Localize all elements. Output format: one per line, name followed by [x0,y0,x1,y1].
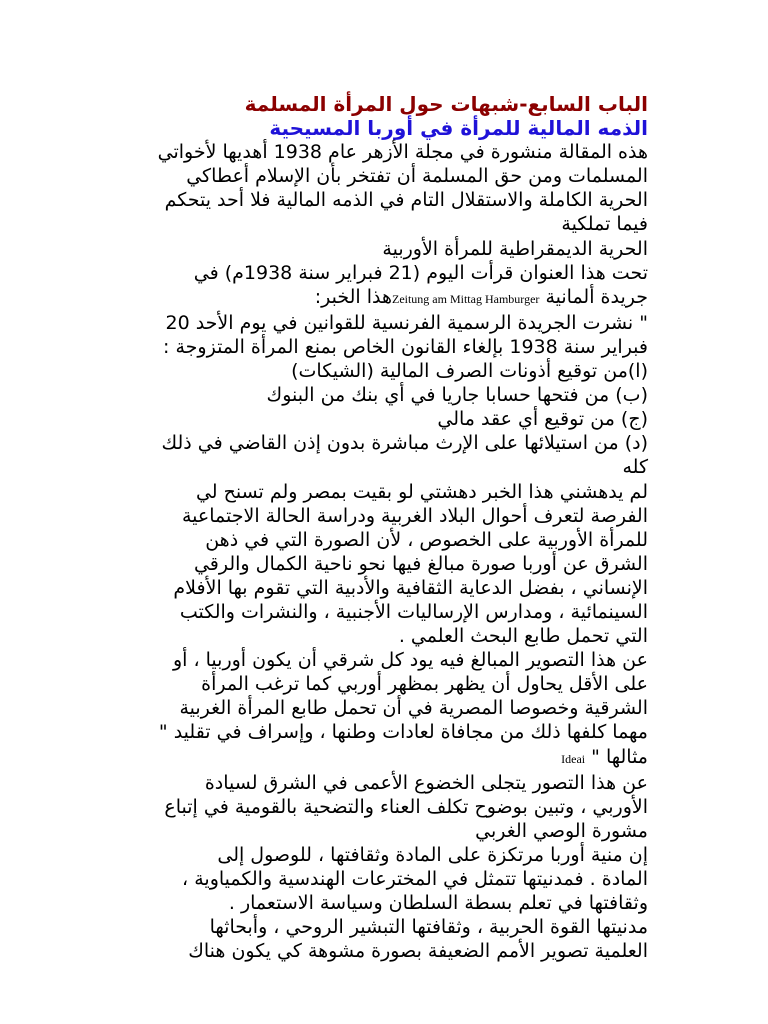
text-line: وثقافتها في تعلم بسطة السلطان وسياسة الاستعمار . [228,892,648,915]
text-line: الفرصة لتعرف أحوال البلاد الغربية ودراسة الحالة الاجتماعية [182,504,648,527]
text-line: للمرأة الأوربية على الخصوص ، لأن الصورة التي في ذهن [205,528,648,551]
text-line: " نشرت الجريدة الرسمية الفرنسية للقوانين في يوم الأحد 20 [165,311,648,334]
text-line-mixed [110,285,648,311]
text-line: الحرية الكاملة والاستقلال التام في الذمه المالية فلا أحد يتحكم [164,189,648,212]
text-line: هذه المقالة منشورة في مجلة الأزهر عام 1938 أهديها لأخواتي [157,141,648,164]
text-line: إن منية أوربا مرتكزة على المادة وثقافتها ، للوصول إلى [217,843,648,866]
text-line: الأوربي ، وتبين بوضوح تكلف العناء والتضحية بالقومية في إتباع [164,795,648,818]
section-title: الذمه المالية للمرأة في أوربا المسيحية [269,116,648,141]
text-segment: هذا الخبر: [314,285,392,308]
text-line: الحرية الديمقراطية للمرأة الأوربية [382,237,648,260]
text-line: الإنساني ، بفضل الدعاية الثقافية والأدبية التي تقوم بها الأفلام [173,576,648,599]
text-line: الشرق عن أوربا صورة مبالغ فيها نحو ناحية الكمال والرقي [193,552,648,575]
latin-word: Ideai [561,751,586,766]
text-line: مهما كلفها ذلك من مجافاة لعادات وطنها ، وإسراف في تقليد " [158,721,648,744]
text-line: عن هذا التصور يتجلى الخضوع الأعمى في الشرق لسيادة [204,771,648,794]
text-line: تحت هذا العنوان قرأت اليوم (21 فبراير سنة 1938م) في [193,261,648,284]
text-line: على الأقل يحاول أن يظهر بمظهر أوربي كما ترغب المرأة [201,673,648,696]
text-line: المسلمات ومن حق المسلمة أن تفتخر بأن الإسلام أعطاكي [186,165,648,188]
text-line: الشرقية وخصوصا المصرية في أن تحمل طابع المرأة الغربية [179,697,648,720]
text-line: عن هذا التصوير المبالغ فيه يود كل شرقي أن يكون أوربيا ، أو [172,649,648,672]
text-line: مدنيتها القوة الحربية ، وثقافتها التبشير الروحي ، وأبحاثها [209,916,648,939]
text-line: مشورة الوصي الغربي [475,819,648,842]
text-line: السينمائية ، ومدارس الإرساليات الأجنبية ، والنشرات والكتب [179,600,648,623]
text-line: لم يدهشني هذا الخبر دهشتي لو بقيت بمصر ولم تسنح لي [195,480,648,503]
text-line: (ب) من فتحها حسابا جاريا في أي بنك من البنوك [266,384,648,407]
newspaper-name: Zeitung am Mittag Hamburger [391,291,540,306]
text-line: فيما تملكية [561,213,648,236]
text-segment: مثالها " [591,745,648,768]
chapter-title: الباب السابع-شبهات حول المرأة المسلمة [244,92,648,116]
text-line: المادة . فمدنيتها تتمثل في المخترعات الهندسية والكمياوية ، [182,868,648,890]
text-line: كله [622,456,648,479]
text-line: (ا)من توقيع أذونات الصرف المالية (الشيكات) [291,360,648,383]
text-line-mixed [110,745,648,771]
text-line: (د) من استيلائها على الإرث مباشرة بدون إذن القاضي في ذلك [161,432,648,455]
text-line: (ج) من توقيع أي عقد مالي [437,408,648,431]
article-text [110,92,648,963]
text-line: فبراير سنة 1938 بإلغاء القانون الخاص بمنع المرأة المتزوجة : [163,335,648,358]
text-line: العلمية تصوير الأمم الضعيفة بصورة مشوهة كي يكون هناك [188,940,648,963]
text-line: التي تحمل طابع البحث العلمي . [398,625,648,648]
text-segment: جريدة ألمانية [545,285,648,308]
